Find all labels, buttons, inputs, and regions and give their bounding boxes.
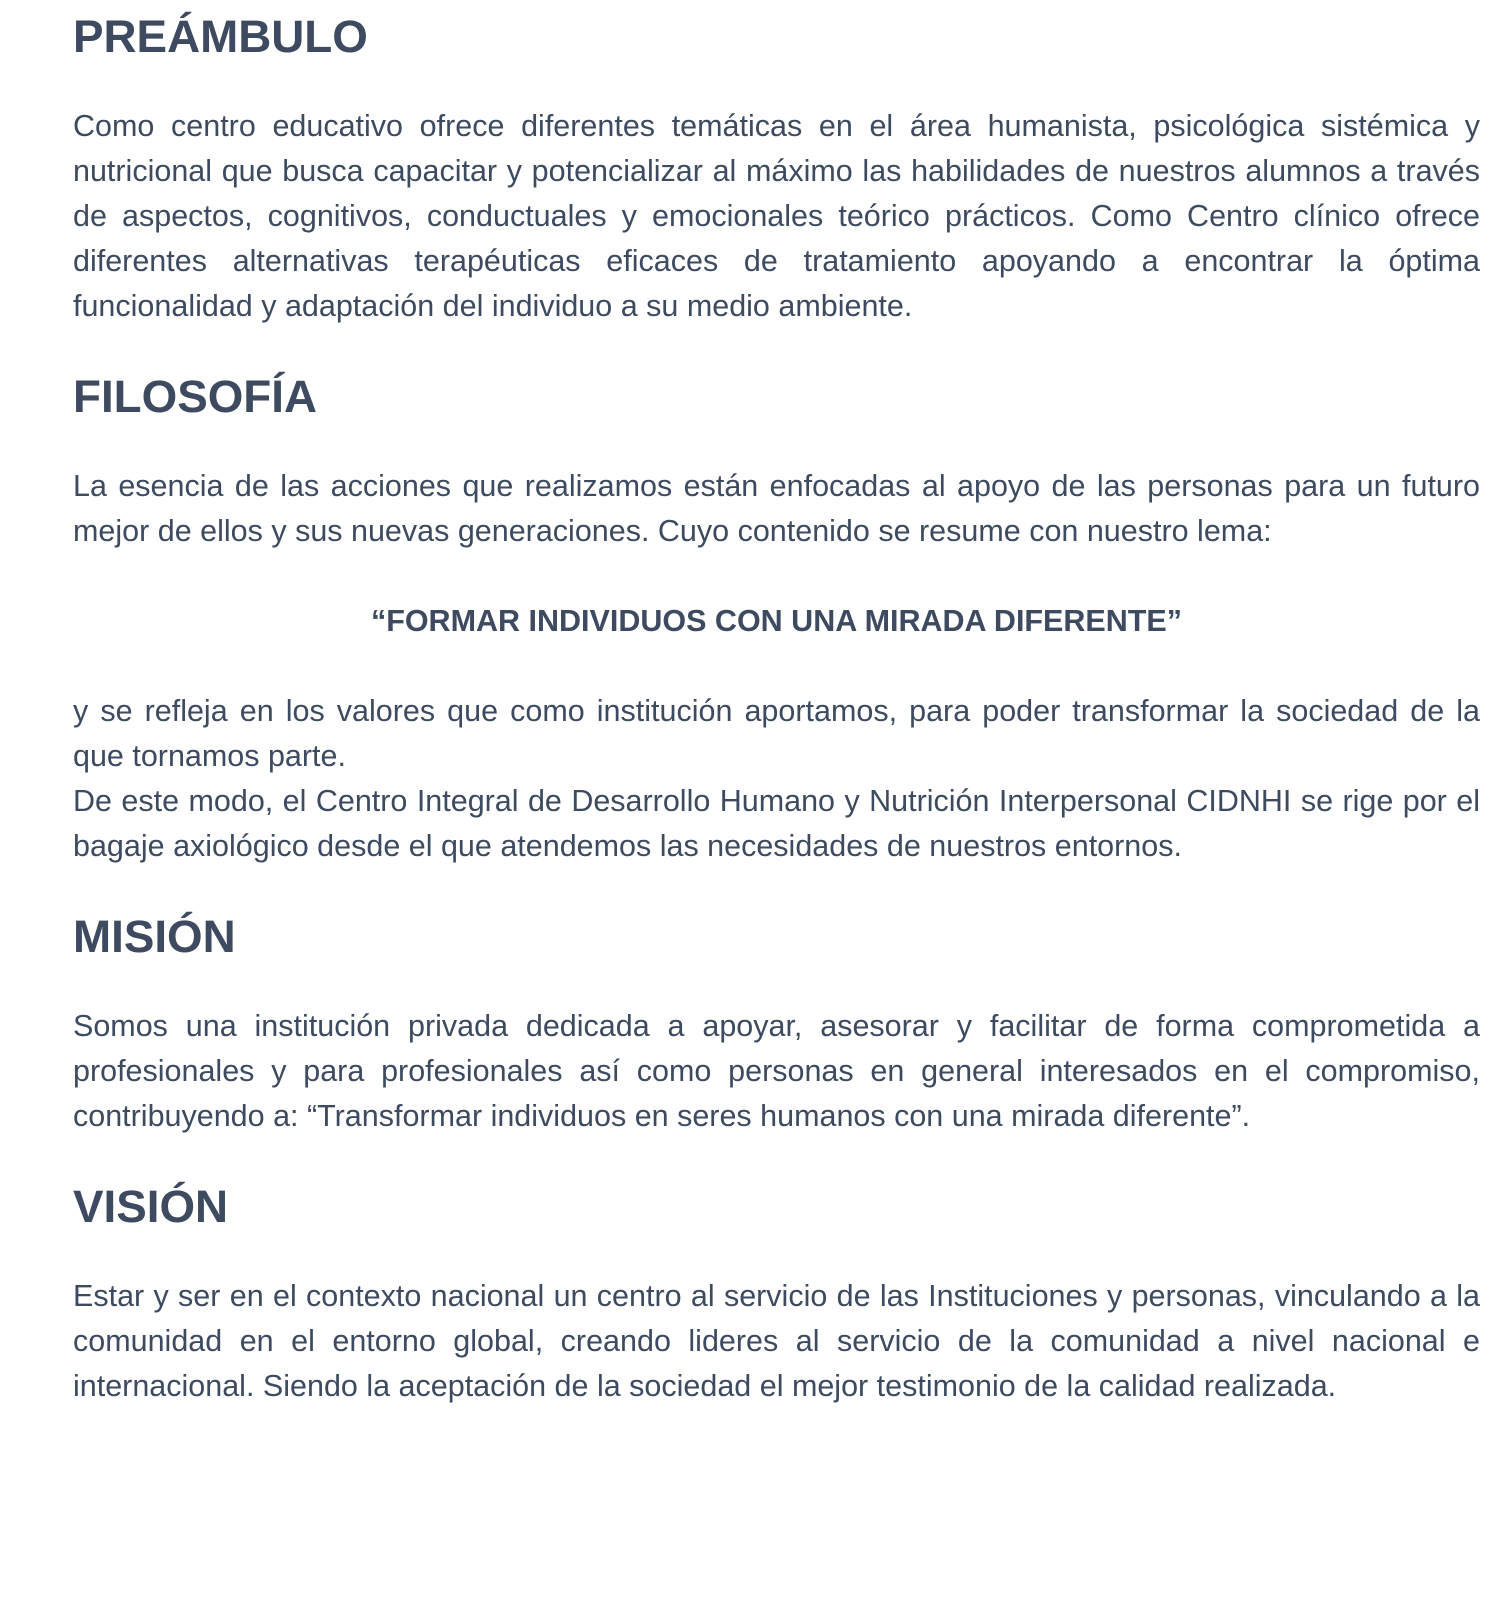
mision-paragraph: Somos una institución privada dedicada a apoyar, asesorar y facilitar de forma comprometida a profesionales y para profesionales así como personas en general interesados en el compromiso, contribuyendo a: “Transformar individuos en seres humanos con una mirada diferente”.: [73, 1009, 1480, 1133]
spacer: [73, 59, 1480, 104]
vision-heading: VISIÓN: [73, 1181, 229, 1232]
preambulo-heading: PREÁMBULO: [73, 11, 368, 62]
spacer: [73, 329, 1480, 374]
filosofia-heading: FILOSOFÍA: [73, 371, 317, 422]
filosofia-cidnhi-paragraph: De este modo, el Centro Integral de Desarrollo Humano y Nutrición Interpersonal CIDNHI se rige por el bagaje axiológico desde el que atendemos las necesidades de nuestros entornos.: [73, 784, 1480, 863]
spacer: [73, 869, 1480, 914]
spacer: [73, 1229, 1480, 1274]
spacer: [73, 419, 1480, 464]
document-body: [73, 11, 1480, 1409]
filosofia-paragraph: La esencia de las acciones que realizamos están enfocadas al apoyo de las personas para un futuro mejor de ellos y sus nuevas generaciones. Cuyo contenido se resume con nuestro lema:: [73, 469, 1480, 548]
spacer: [73, 959, 1480, 1004]
filosofia-values-paragraph: y se refleja en los valores que como institución aportamos, para poder transformar la sociedad de la que tornamos parte.: [73, 694, 1480, 773]
filosofia-motto: “FORMAR INDIVIDUOS CON UNA MIRADA DIFERENTE”: [370, 604, 1183, 638]
spacer: [73, 554, 1480, 599]
vision-paragraph: Estar y ser en el contexto nacional un centro al servicio de las Instituciones y personas, vinculando a la comunidad en el entorno global, creando lideres al servicio de la comunidad a nivel nacional e internacional. Siendo la aceptación de la sociedad el mejor testimonio de la calidad realizada.: [73, 1279, 1480, 1403]
preambulo-paragraph: Como centro educativo ofrece diferentes temáticas en el área humanista, psicológica sistémica y nutricional que busca capacitar y potencializar al máximo las habilidades de nuestros alumnos a través de aspectos, cognitivos, conductuales y emocionales teórico prácticos. Como Centro clínico ofrece diferentes alternativas terapéuticas eficaces de tratamiento apoyando a encontrar la óptima funcionalidad y adaptación del individuo a su medio ambiente.: [73, 109, 1480, 323]
spacer: [73, 1139, 1480, 1184]
spacer: [73, 644, 1480, 689]
mision-heading: MISIÓN: [73, 911, 236, 962]
